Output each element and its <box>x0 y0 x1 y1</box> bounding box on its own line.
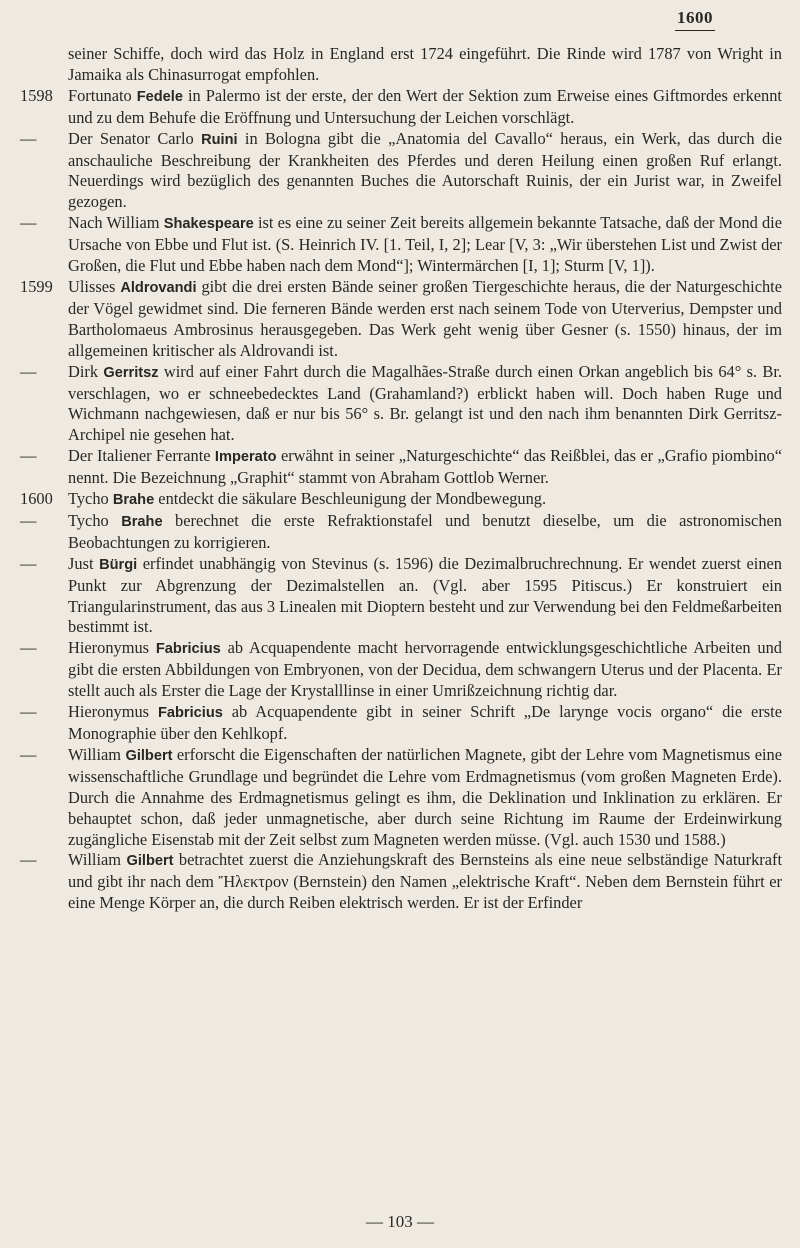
person-name: Fabricius <box>155 641 221 658</box>
entry-text-lead: Fortunato <box>68 85 137 105</box>
entry-text-lead: Der Senator Carlo <box>68 128 202 148</box>
entry-text-lead: Tycho <box>68 489 113 509</box>
entry-dash: — <box>20 128 37 148</box>
entry-text: ab Acquapendente macht hervorragende entwicklungsgeschichtliche Arbeiten und gibt die ersten Abbildungen von Embryonen, von der Decidua, dem schwangern Uterus und der Placenta. Er stellt auch als Erster die Lage der Krystalllinse in einer Umrißzeichnung richtig dar. <box>68 638 782 701</box>
entry-dash: — <box>20 744 37 764</box>
entry-shakespeare <box>20 213 782 277</box>
entry-text: in Palermo ist der erste, der den Wert der Sektion zum Erweise eines Giftmordes erkennt und zu dem Behufe die Eröffnung und Untersuchung der Leichen vorschlägt. <box>68 85 782 127</box>
entry-imperato <box>20 446 782 489</box>
entry-fabricius-2 <box>20 702 782 745</box>
person-name: Imperato <box>214 449 277 466</box>
entry-text-lead: Just <box>68 553 100 573</box>
entry-year: 1598 <box>20 85 53 105</box>
running-head-year: 1600 <box>675 8 715 31</box>
entry-dash: — <box>20 213 37 233</box>
entry-brahe-1 <box>20 489 782 511</box>
entry-text-lead: William <box>68 744 126 764</box>
entry-text: seiner Schiffe, doch wird das Holz in England erst 1724 eingeführt. Die Rinde wird 1787 von Wright in Jamaika als Chinasurrogat empfohlen. <box>68 44 782 84</box>
entry-list <box>20 44 782 914</box>
entry-gilbert-2 <box>20 850 782 914</box>
entry-text-lead: Tycho <box>68 510 122 530</box>
entry-buergi <box>20 554 782 639</box>
entry-ruini <box>20 129 782 214</box>
entry-dash: — <box>20 850 37 870</box>
entry-fedele <box>20 86 782 129</box>
entry-text-lead: Dirk <box>68 361 104 381</box>
entry-text-lead: Nach William <box>68 213 164 233</box>
entry-text: entdeckt die säkulare Beschleunigung der Mondbewegung. <box>154 489 547 509</box>
entry-text-lead: William <box>68 850 127 870</box>
person-name: Aldrovandi <box>120 279 197 296</box>
person-name: Gilbert <box>126 853 174 870</box>
entry-text: berechnet die erste Refraktionstafel und benutzt dieselbe, um die astronomischen Beobachtungen zu korrigieren. <box>68 510 782 552</box>
entry-text: in Bologna gibt die „Anatomia del Cavallo“ heraus, ein Werk, das durch die anschauliche Beschreibung der Krankheiten des Pferdes und deren Heilung einen großen Ruf erlangt. Neuerdings wird bezüglich des genannten Buches die Autorschaft Ruinis, der ein Jurist war, in Zweifel gezogen. <box>68 128 782 212</box>
entry-brahe-2 <box>20 511 782 554</box>
entry-text: gibt die drei ersten Bände seiner großen Tiergeschichte heraus, die der Naturgeschichte der Vögel gewidmet sind. Die ferneren Bände werden erst nach seinem Tode von Uterverius, Dempster und Bartholomaeus Ambrosinus herausgegeben. Das Werk geht wenig über Gesner (s. 1550) hinaus, der im allgemeinen kritischer als Aldrovandi ist. <box>68 276 782 360</box>
entry-dash: — <box>20 553 37 573</box>
entry-dash: — <box>20 510 37 530</box>
person-name: Bürgi <box>99 556 138 573</box>
entry-text: erwähnt in seiner „Naturgeschichte“ das Reißblei, das er „Grafio piombino“ nennt. Die Bezeichnung „Graphit“ stammt von Abraham Gottlob Werner. <box>68 446 782 488</box>
entry-text: erfindet unabhängig von Stevinus (s. 1596) die Dezimalbruchrechnung. Er wendet zuerst einen Punkt zur Abgrenzung der Dezimalstellen an. (Vgl. aber 1595 Pitiscus.) Er konstruiert ein Triangularinstrument, das aus 3 Linealen mit Dioptern besteht und zur Verwendung bei den Feldmeßarbeiten bestimmt ist. <box>68 553 782 637</box>
entry-dash: — <box>20 361 37 381</box>
person-name: Fedele <box>136 88 183 105</box>
entry-dash: — <box>20 638 37 658</box>
entry-dash: — <box>20 702 37 722</box>
entry-fabricius-1 <box>20 638 782 702</box>
person-name: Ruini <box>201 131 238 148</box>
entry-gilbert-1 <box>20 745 782 851</box>
entry-text-lead: Hieronymus <box>68 702 158 722</box>
entry-year: 1599 <box>20 276 53 296</box>
entry-dash: — <box>20 446 37 466</box>
person-name: Fabricius <box>157 705 223 722</box>
person-name: Gerritsz <box>103 364 159 381</box>
entry-text: erforscht die Eigenschaften der natürlichen Magnete, gibt der Lehre vom Magnetismus eine wissenschaftliche Grundlage und begründet die Lehre vom Erdmagnetismus (vom großen Magneten Erde). Durch die Annahme des Erdmagnetismus gelingt es ihm, die Deklination und Inklination zu erklären. Er behauptet schon, daß jeder unmagnetische, aber durch seine Richtung im Raume der Erdeinwirkung zugängliche Eisenstab mit der Zeit selbst zum Magneten werden müsse. (Vgl. auch 1530 und 1588.) <box>68 744 783 849</box>
entry-text-lead: Hieronymus <box>68 638 156 658</box>
person-name: Gilbert <box>125 747 173 764</box>
entry-text-lead: Der Italiener Ferrante <box>68 446 215 466</box>
person-name: Shakespeare <box>163 216 254 233</box>
entry-gerritsz <box>20 362 782 447</box>
person-name: Brahe <box>112 492 155 509</box>
entry-year: 1600 <box>20 489 53 509</box>
entry-text: betrachtet zuerst die Anziehungskraft des Bernsteins als eine neue selbständige Naturkraft und gibt ihr nach dem Ἤλεκτρον (Bernstein) den Namen „elektrische Kraft“. Neben dem Bernstein führt er eine Menge Körper an, die durch Reiben elektrisch werden. Er ist der Erfinder <box>68 850 783 913</box>
page-number: — 103 — <box>366 1212 434 1231</box>
entry-text: wird auf einer Fahrt durch die Magalhães-Straße durch einen Orkan angeblich bis 64° s. Br. verschlagen, wo er schneebedecktes Land (Grahamland?) erblickt haben will. Doch haben Ruge und Wichmann nachgewiesen, daß er nur bis 56° s. Br. gelangt ist und den nach ihm benannten Dirk Gerritsz-Archipel nie gesehen hat. <box>68 361 782 445</box>
entry-text: ist es eine zu seiner Zeit bereits allgemein bekannte Tatsache, daß der Mond die Ursache von Ebbe und Flut ist. (S. Heinrich IV. [1. Teil, I, 2]; Lear [V, 3: „Wir überstehen List und Zwist der Großen, die Flut und Ebbe haben nach dem Mond“]; Wintermärchen [I, 1]; Sturm [V, 1]). <box>68 213 782 276</box>
entry-text: ab Acquapendente gibt in seiner Schrift „De larynge vocis organo“ die erste Monographie über den Kehlkopf. <box>68 702 782 743</box>
entry-aldrovandi <box>20 277 782 362</box>
entry-continuation <box>20 44 782 86</box>
person-name: Brahe <box>121 513 163 530</box>
entry-text-lead: Ulisses <box>68 276 121 296</box>
